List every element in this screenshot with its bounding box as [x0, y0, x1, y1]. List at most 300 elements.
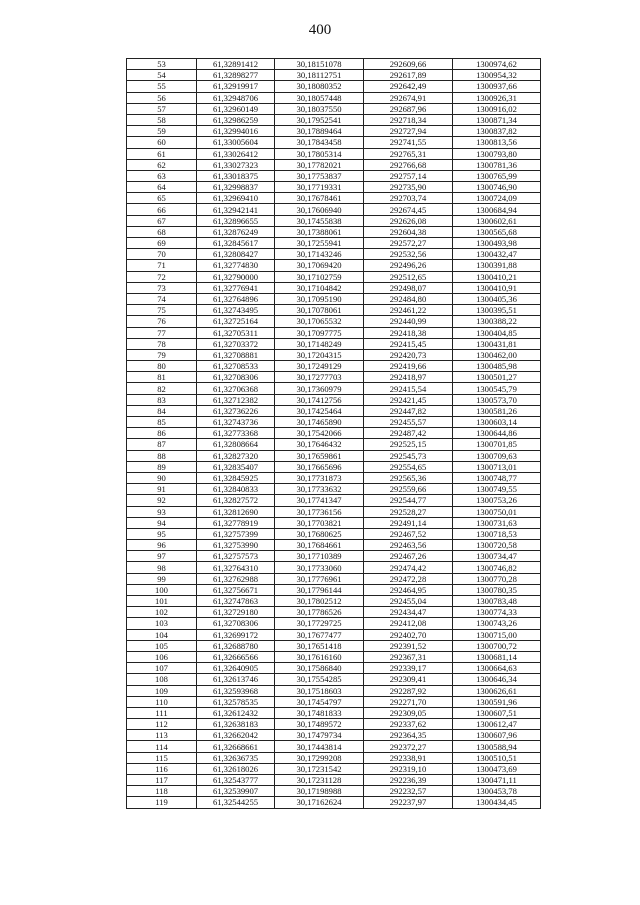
x-coordinate-cell: 292455,57	[364, 417, 453, 428]
latitude-cell: 61,32705311	[197, 327, 275, 338]
point-number-cell: 54	[127, 70, 197, 81]
point-number-cell: 116	[127, 763, 197, 774]
table-row	[127, 193, 541, 204]
y-coordinate-cell: 1300510,51	[453, 752, 541, 763]
longitude-cell: 30,17805314	[275, 148, 364, 159]
table-row	[127, 59, 541, 70]
point-number-cell: 101	[127, 596, 197, 607]
y-coordinate-cell: 1300765,99	[453, 170, 541, 181]
y-coordinate-cell: 1300781,36	[453, 159, 541, 170]
x-coordinate-cell: 292735,90	[364, 182, 453, 193]
longitude-cell: 30,17796144	[275, 584, 364, 595]
y-coordinate-cell: 1300954,32	[453, 70, 541, 81]
point-number-cell: 92	[127, 495, 197, 506]
table-row	[127, 618, 541, 629]
y-coordinate-cell: 1300937,66	[453, 81, 541, 92]
table-row	[127, 338, 541, 349]
table-row	[127, 327, 541, 338]
latitude-cell: 61,32747863	[197, 596, 275, 607]
longitude-cell: 30,17542066	[275, 428, 364, 439]
x-coordinate-cell: 292309,05	[364, 707, 453, 718]
latitude-cell: 61,32729180	[197, 607, 275, 618]
x-coordinate-cell: 292703,74	[364, 193, 453, 204]
latitude-cell: 61,33005604	[197, 137, 275, 148]
x-coordinate-cell: 292271,70	[364, 696, 453, 707]
y-coordinate-cell: 1300591,96	[453, 696, 541, 707]
table-row	[127, 439, 541, 450]
y-coordinate-cell: 1300724,09	[453, 193, 541, 204]
latitude-cell: 61,32706368	[197, 383, 275, 394]
y-coordinate-cell: 1300565,68	[453, 226, 541, 237]
x-coordinate-cell: 292572,27	[364, 238, 453, 249]
point-number-cell: 105	[127, 640, 197, 651]
y-coordinate-cell: 1300734,47	[453, 551, 541, 562]
y-coordinate-cell: 1300485,98	[453, 361, 541, 372]
x-coordinate-cell: 292532,56	[364, 249, 453, 260]
longitude-cell: 30,18112751	[275, 70, 364, 81]
table-row	[127, 148, 541, 159]
latitude-cell: 61,32762988	[197, 573, 275, 584]
x-coordinate-cell: 292512,65	[364, 271, 453, 282]
point-number-cell: 83	[127, 394, 197, 405]
longitude-cell: 30,17479734	[275, 730, 364, 741]
latitude-cell: 61,32703372	[197, 338, 275, 349]
latitude-cell: 61,32808427	[197, 249, 275, 260]
table-row	[127, 674, 541, 685]
longitude-cell: 30,17719331	[275, 182, 364, 193]
latitude-cell: 61,32640905	[197, 663, 275, 674]
table-row	[127, 707, 541, 718]
x-coordinate-cell: 292525,15	[364, 439, 453, 450]
y-coordinate-cell: 1300471,11	[453, 775, 541, 786]
point-number-cell: 58	[127, 114, 197, 125]
latitude-cell: 61,32827572	[197, 495, 275, 506]
table-row	[127, 607, 541, 618]
longitude-cell: 30,17097775	[275, 327, 364, 338]
point-number-cell: 104	[127, 629, 197, 640]
table-row	[127, 730, 541, 741]
latitude-cell: 61,32896655	[197, 215, 275, 226]
y-coordinate-cell: 1300746,82	[453, 562, 541, 573]
longitude-cell: 30,17684661	[275, 540, 364, 551]
point-number-cell: 113	[127, 730, 197, 741]
x-coordinate-cell: 292559,66	[364, 484, 453, 495]
x-coordinate-cell: 292364,35	[364, 730, 453, 741]
latitude-cell: 61,32618026	[197, 763, 275, 774]
point-number-cell: 82	[127, 383, 197, 394]
point-number-cell: 110	[127, 696, 197, 707]
x-coordinate-cell: 292467,52	[364, 528, 453, 539]
table-row	[127, 484, 541, 495]
x-coordinate-cell: 292447,82	[364, 405, 453, 416]
point-number-cell: 76	[127, 316, 197, 327]
x-coordinate-cell: 292339,17	[364, 663, 453, 674]
longitude-cell: 30,17678461	[275, 193, 364, 204]
y-coordinate-cell: 1300410,21	[453, 271, 541, 282]
y-coordinate-cell: 1300701,85	[453, 439, 541, 450]
coordinates-table	[126, 58, 541, 809]
table-row	[127, 349, 541, 360]
point-number-cell: 111	[127, 707, 197, 718]
point-number-cell: 84	[127, 405, 197, 416]
table-row	[127, 417, 541, 428]
x-coordinate-cell: 292415,45	[364, 338, 453, 349]
point-number-cell: 72	[127, 271, 197, 282]
table-row	[127, 775, 541, 786]
table-row	[127, 495, 541, 506]
table-row	[127, 361, 541, 372]
longitude-cell: 30,17659861	[275, 450, 364, 461]
point-number-cell: 56	[127, 92, 197, 103]
longitude-cell: 30,17299208	[275, 752, 364, 763]
point-number-cell: 85	[127, 417, 197, 428]
y-coordinate-cell: 1300780,35	[453, 584, 541, 595]
x-coordinate-cell: 292455,04	[364, 596, 453, 607]
x-coordinate-cell: 292472,28	[364, 573, 453, 584]
x-coordinate-cell: 292236,39	[364, 775, 453, 786]
table-row	[127, 114, 541, 125]
y-coordinate-cell: 1300770,28	[453, 573, 541, 584]
y-coordinate-cell: 1300715,00	[453, 629, 541, 640]
point-number-cell: 77	[127, 327, 197, 338]
x-coordinate-cell: 292337,62	[364, 719, 453, 730]
y-coordinate-cell: 1300607,96	[453, 730, 541, 741]
table-row	[127, 596, 541, 607]
point-number-cell: 86	[127, 428, 197, 439]
y-coordinate-cell: 1300462,00	[453, 349, 541, 360]
latitude-cell: 61,32593968	[197, 685, 275, 696]
longitude-cell: 30,17065532	[275, 316, 364, 327]
table-row	[127, 215, 541, 226]
longitude-cell: 30,17078061	[275, 305, 364, 316]
point-number-cell: 66	[127, 204, 197, 215]
latitude-cell: 61,32708306	[197, 372, 275, 383]
table-row	[127, 92, 541, 103]
longitude-cell: 30,17388061	[275, 226, 364, 237]
longitude-cell: 30,17646432	[275, 439, 364, 450]
longitude-cell: 30,17952541	[275, 114, 364, 125]
longitude-cell: 30,18057448	[275, 92, 364, 103]
point-number-cell: 97	[127, 551, 197, 562]
table-row	[127, 763, 541, 774]
table-row	[127, 293, 541, 304]
y-coordinate-cell: 1300813,56	[453, 137, 541, 148]
latitude-cell: 61,32543777	[197, 775, 275, 786]
point-number-cell: 68	[127, 226, 197, 237]
x-coordinate-cell: 292718,34	[364, 114, 453, 125]
table-row	[127, 260, 541, 271]
y-coordinate-cell: 1300501,27	[453, 372, 541, 383]
longitude-cell: 30,17782021	[275, 159, 364, 170]
y-coordinate-cell: 1300493,98	[453, 238, 541, 249]
latitude-cell: 61,32773368	[197, 428, 275, 439]
table-row	[127, 81, 541, 92]
y-coordinate-cell: 1300753,26	[453, 495, 541, 506]
table-row	[127, 797, 541, 808]
longitude-cell: 30,17255941	[275, 238, 364, 249]
x-coordinate-cell: 292434,47	[364, 607, 453, 618]
longitude-cell: 30,17489572	[275, 719, 364, 730]
table-row	[127, 271, 541, 282]
table-row	[127, 383, 541, 394]
latitude-cell: 61,32699172	[197, 629, 275, 640]
x-coordinate-cell: 292604,38	[364, 226, 453, 237]
latitude-cell: 61,33027323	[197, 159, 275, 170]
y-coordinate-cell: 1300750,01	[453, 506, 541, 517]
latitude-cell: 61,32827320	[197, 450, 275, 461]
latitude-cell: 61,32845925	[197, 472, 275, 483]
point-number-cell: 63	[127, 170, 197, 181]
point-number-cell: 59	[127, 126, 197, 137]
point-number-cell: 71	[127, 260, 197, 271]
point-number-cell: 80	[127, 361, 197, 372]
x-coordinate-cell: 292484,80	[364, 293, 453, 304]
longitude-cell: 30,18151078	[275, 59, 364, 70]
point-number-cell: 100	[127, 584, 197, 595]
table-row	[127, 103, 541, 114]
y-coordinate-cell: 1300700,72	[453, 640, 541, 651]
x-coordinate-cell: 292474,42	[364, 562, 453, 573]
latitude-cell: 61,32725164	[197, 316, 275, 327]
longitude-cell: 30,17786526	[275, 607, 364, 618]
latitude-cell: 61,32774830	[197, 260, 275, 271]
latitude-cell: 61,32942141	[197, 204, 275, 215]
longitude-cell: 30,17733632	[275, 484, 364, 495]
x-coordinate-cell: 292237,97	[364, 797, 453, 808]
point-number-cell: 103	[127, 618, 197, 629]
x-coordinate-cell: 292674,45	[364, 204, 453, 215]
x-coordinate-cell: 292496,26	[364, 260, 453, 271]
point-number-cell: 69	[127, 238, 197, 249]
table-row	[127, 786, 541, 797]
x-coordinate-cell: 292757,14	[364, 170, 453, 181]
longitude-cell: 30,17425464	[275, 405, 364, 416]
longitude-cell: 30,17231542	[275, 763, 364, 774]
longitude-cell: 30,17465890	[275, 417, 364, 428]
table-row	[127, 372, 541, 383]
longitude-cell: 30,17143246	[275, 249, 364, 260]
latitude-cell: 61,32708881	[197, 349, 275, 360]
point-number-cell: 61	[127, 148, 197, 159]
page-number: 400	[308, 22, 332, 38]
longitude-cell: 30,17665696	[275, 461, 364, 472]
point-number-cell: 88	[127, 450, 197, 461]
point-number-cell: 87	[127, 439, 197, 450]
point-number-cell: 62	[127, 159, 197, 170]
x-coordinate-cell: 292674,91	[364, 92, 453, 103]
x-coordinate-cell: 292741,55	[364, 137, 453, 148]
x-coordinate-cell: 292309,41	[364, 674, 453, 685]
longitude-cell: 30,17802512	[275, 596, 364, 607]
y-coordinate-cell: 1300431,81	[453, 338, 541, 349]
y-coordinate-cell: 1300602,61	[453, 215, 541, 226]
y-coordinate-cell: 1300871,34	[453, 114, 541, 125]
longitude-cell: 30,17606940	[275, 204, 364, 215]
latitude-cell: 61,32891412	[197, 59, 275, 70]
x-coordinate-cell: 292642,49	[364, 81, 453, 92]
latitude-cell: 61,32743495	[197, 305, 275, 316]
y-coordinate-cell: 1300926,31	[453, 92, 541, 103]
x-coordinate-cell: 292418,97	[364, 372, 453, 383]
longitude-cell: 30,17741347	[275, 495, 364, 506]
x-coordinate-cell: 292463,56	[364, 540, 453, 551]
latitude-cell: 61,32613746	[197, 674, 275, 685]
latitude-cell: 61,32756671	[197, 584, 275, 595]
longitude-cell: 30,17231128	[275, 775, 364, 786]
table-row	[127, 316, 541, 327]
table-row	[127, 170, 541, 181]
y-coordinate-cell: 1300713,01	[453, 461, 541, 472]
y-coordinate-cell: 1300581,26	[453, 405, 541, 416]
latitude-cell: 61,32845617	[197, 238, 275, 249]
point-number-cell: 81	[127, 372, 197, 383]
point-number-cell: 60	[127, 137, 197, 148]
latitude-cell: 61,32808664	[197, 439, 275, 450]
table-row	[127, 685, 541, 696]
y-coordinate-cell: 1300837,82	[453, 126, 541, 137]
y-coordinate-cell: 1300432,47	[453, 249, 541, 260]
longitude-cell: 30,17677477	[275, 629, 364, 640]
x-coordinate-cell: 292418,38	[364, 327, 453, 338]
latitude-cell: 61,32636735	[197, 752, 275, 763]
x-coordinate-cell: 292765,31	[364, 148, 453, 159]
y-coordinate-cell: 1300974,62	[453, 59, 541, 70]
point-number-cell: 78	[127, 338, 197, 349]
y-coordinate-cell: 1300749,55	[453, 484, 541, 495]
longitude-cell: 30,17703821	[275, 517, 364, 528]
longitude-cell: 30,17753837	[275, 170, 364, 181]
latitude-cell: 61,32708306	[197, 618, 275, 629]
coordinates-table-body	[127, 59, 541, 809]
y-coordinate-cell: 1300731,63	[453, 517, 541, 528]
y-coordinate-cell: 1300720,58	[453, 540, 541, 551]
latitude-cell: 61,32668661	[197, 741, 275, 752]
longitude-cell: 30,17454797	[275, 696, 364, 707]
table-row	[127, 249, 541, 260]
longitude-cell: 30,17843458	[275, 137, 364, 148]
x-coordinate-cell: 292545,73	[364, 450, 453, 461]
longitude-cell: 30,17518603	[275, 685, 364, 696]
latitude-cell: 61,32757573	[197, 551, 275, 562]
latitude-cell: 61,32764310	[197, 562, 275, 573]
x-coordinate-cell: 292232,57	[364, 786, 453, 797]
x-coordinate-cell: 292391,52	[364, 640, 453, 651]
point-number-cell: 53	[127, 59, 197, 70]
table-row	[127, 238, 541, 249]
point-number-cell: 79	[127, 349, 197, 360]
latitude-cell: 61,32776941	[197, 282, 275, 293]
point-number-cell: 93	[127, 506, 197, 517]
latitude-cell: 61,32840833	[197, 484, 275, 495]
latitude-cell: 61,32544255	[197, 797, 275, 808]
longitude-cell: 30,17736156	[275, 506, 364, 517]
longitude-cell: 30,17651418	[275, 640, 364, 651]
point-number-cell: 96	[127, 540, 197, 551]
longitude-cell: 30,17204315	[275, 349, 364, 360]
latitude-cell: 61,32708533	[197, 361, 275, 372]
longitude-cell: 30,17162624	[275, 797, 364, 808]
x-coordinate-cell: 292565,36	[364, 472, 453, 483]
x-coordinate-cell: 292461,22	[364, 305, 453, 316]
point-number-cell: 109	[127, 685, 197, 696]
longitude-cell: 30,17104842	[275, 282, 364, 293]
x-coordinate-cell: 292544,77	[364, 495, 453, 506]
x-coordinate-cell: 292464,95	[364, 584, 453, 595]
y-coordinate-cell: 1300646,34	[453, 674, 541, 685]
y-coordinate-cell: 1300684,94	[453, 204, 541, 215]
point-number-cell: 73	[127, 282, 197, 293]
x-coordinate-cell: 292372,27	[364, 741, 453, 752]
point-number-cell: 89	[127, 461, 197, 472]
point-number-cell: 115	[127, 752, 197, 763]
y-coordinate-cell: 1300748,77	[453, 472, 541, 483]
table-row	[127, 159, 541, 170]
table-row	[127, 472, 541, 483]
latitude-cell: 61,32662042	[197, 730, 275, 741]
table-row	[127, 752, 541, 763]
longitude-cell: 30,17481833	[275, 707, 364, 718]
latitude-cell: 61,32539907	[197, 786, 275, 797]
table-row	[127, 126, 541, 137]
latitude-cell: 61,32986259	[197, 114, 275, 125]
longitude-cell: 30,17776961	[275, 573, 364, 584]
x-coordinate-cell: 292419,66	[364, 361, 453, 372]
x-coordinate-cell: 292609,66	[364, 59, 453, 70]
longitude-cell: 30,17102759	[275, 271, 364, 282]
x-coordinate-cell: 292727,94	[364, 126, 453, 137]
longitude-cell: 30,17733060	[275, 562, 364, 573]
x-coordinate-cell: 292367,31	[364, 651, 453, 662]
latitude-cell: 61,33026412	[197, 148, 275, 159]
table-row	[127, 461, 541, 472]
table-row	[127, 551, 541, 562]
latitude-cell: 61,32578535	[197, 696, 275, 707]
x-coordinate-cell: 292626,08	[364, 215, 453, 226]
longitude-cell: 30,17249129	[275, 361, 364, 372]
x-coordinate-cell: 292420,73	[364, 349, 453, 360]
table-row	[127, 719, 541, 730]
y-coordinate-cell: 1300404,85	[453, 327, 541, 338]
x-coordinate-cell: 292528,27	[364, 506, 453, 517]
latitude-cell: 61,32753990	[197, 540, 275, 551]
table-row	[127, 663, 541, 674]
y-coordinate-cell: 1300783,48	[453, 596, 541, 607]
longitude-cell: 30,17198988	[275, 786, 364, 797]
point-number-cell: 98	[127, 562, 197, 573]
latitude-cell: 61,32764896	[197, 293, 275, 304]
point-number-cell: 95	[127, 528, 197, 539]
table-row	[127, 696, 541, 707]
y-coordinate-cell: 1300681,14	[453, 651, 541, 662]
y-coordinate-cell: 1300545,79	[453, 383, 541, 394]
point-number-cell: 106	[127, 651, 197, 662]
longitude-cell: 30,17412756	[275, 394, 364, 405]
latitude-cell: 61,32898277	[197, 70, 275, 81]
y-coordinate-cell: 1300395,51	[453, 305, 541, 316]
table-row	[127, 428, 541, 439]
x-coordinate-cell: 292617,89	[364, 70, 453, 81]
x-coordinate-cell: 292412,08	[364, 618, 453, 629]
point-number-cell: 112	[127, 719, 197, 730]
latitude-cell: 61,32812690	[197, 506, 275, 517]
latitude-cell: 61,32998837	[197, 182, 275, 193]
y-coordinate-cell: 1300453,78	[453, 786, 541, 797]
y-coordinate-cell: 1300709,63	[453, 450, 541, 461]
table-row	[127, 562, 541, 573]
x-coordinate-cell: 292687,96	[364, 103, 453, 114]
latitude-cell: 61,32712382	[197, 394, 275, 405]
longitude-cell: 30,17616160	[275, 651, 364, 662]
